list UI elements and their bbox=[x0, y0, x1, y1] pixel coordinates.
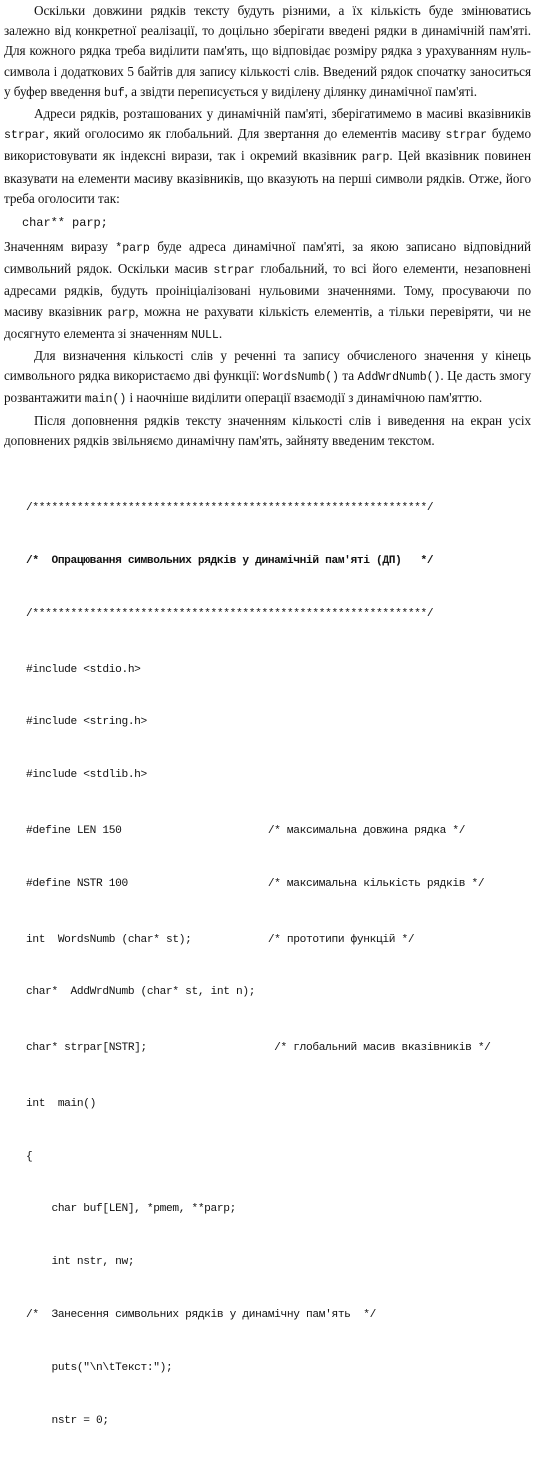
code-line-7: #define LEN 150 /* максимальна довжина рядка */ bbox=[26, 824, 466, 837]
code-line-3: /**************************************************************/ bbox=[26, 607, 434, 620]
paragraph-1 bbox=[4, 0, 531, 104]
inline-code-wordsnumb: WordsNumb() bbox=[262, 371, 339, 385]
paragraph-2-text-b: , який оголосимо як глобальний. Для звертання до елементів масиву bbox=[45, 126, 446, 142]
paragraph-3-text-b: буде адреса динамічної пам'яті, за якою записано відповідний символьний рядок. Оскільки масив bbox=[4, 239, 531, 277]
paragraph-3-text-e: . bbox=[218, 325, 223, 341]
paragraph-4-text-a: Для визначення кількості слів у реченні та запису обчисленого значення у кінець символьного рядка використаємо дві функції: bbox=[4, 348, 531, 384]
code-line-18: nstr = 0; bbox=[26, 1414, 109, 1427]
paragraph-4-text-c: . Це дасть змогу розвантажити bbox=[4, 368, 531, 406]
code-line-2-bold: /* Опрацювання символьних рядків у динамічній пам'яті (ДП) */ bbox=[26, 555, 434, 568]
inline-code-strpar-3: strpar bbox=[213, 264, 255, 278]
inline-code-buf: buf bbox=[103, 86, 125, 100]
code-line-6: #include <stdlib.h> bbox=[26, 769, 147, 782]
inline-code-null: NULL bbox=[191, 328, 219, 342]
code-line-14: char buf[LEN], *pmem, **parp; bbox=[26, 1203, 236, 1216]
code-line-1: /**************************************************************/ bbox=[26, 502, 434, 515]
paragraph-2-text-c: будемо використовувати як індексні вирази, так і окремий вказівник bbox=[4, 126, 532, 164]
prose-section bbox=[4, 0, 531, 451]
paragraph-3 bbox=[4, 237, 531, 346]
paragraph-5 bbox=[4, 411, 531, 451]
code-listing bbox=[4, 465, 531, 1465]
code-line-17: puts("\n\tТекст:"); bbox=[26, 1361, 173, 1374]
paragraph-3-text-d: , можна не рахувати кількість елементів, а тільки перевіряти, чи не досягнуто елемента зі значенням bbox=[4, 303, 531, 341]
paragraph-4 bbox=[4, 346, 531, 411]
inline-code-strpar-2: strpar bbox=[445, 129, 487, 143]
inline-code-addwrdnumb: AddWrdNumb() bbox=[357, 371, 441, 385]
code-line-13: { bbox=[26, 1150, 33, 1163]
paragraph-5-text: Після доповнення рядків тексту значенням кількості слів і виведення на екран усіх доповнених рядків звільняємо динамічну пам'ять, зайняту введеним текстом. bbox=[4, 412, 531, 448]
code-line-4: #include <stdio.h> bbox=[26, 663, 141, 676]
code-line-9: int WordsNumb (char* st); /* прототипи функцій */ bbox=[26, 933, 415, 946]
inline-code-parp-2: parp bbox=[107, 306, 136, 320]
code-line-5: #include <string.h> bbox=[26, 716, 147, 729]
inline-code-deref-parp: *parp bbox=[115, 242, 150, 256]
paragraph-3-text-a: Значенням виразу bbox=[4, 239, 116, 255]
paragraph-4-text-b: та bbox=[338, 368, 358, 384]
code-line-10: char* AddWrdNumb (char* st, int n); bbox=[26, 986, 256, 999]
paragraph-1-text: Оскільки довжини рядків тексту будуть різними, а їх кількість буде змінюватись залежно від конкретної реалізації, то доцільно зберігати введені рядки в динамічній пам'яті. Для кожного рядка треба виділити пам'ять, що відповідає розміру рядка з урахуванням нуль-символа і додаткових 5 байтів для запису кількості слів. Введений рядок спочатку заноситься у буфер введення bbox=[4, 3, 531, 99]
inline-code-strpar: strpar bbox=[4, 129, 46, 143]
code-line-16: /* Занесення символьних рядків у динамічну пам'ять */ bbox=[26, 1308, 376, 1321]
paragraph-2-text-a: Адреси рядків, розташованих у динамічній пам'яті, зберігатимемо в масиві вказівників bbox=[34, 106, 531, 122]
paragraph-4-text-d: і наочніше виділити операції взаємодії з динамічною пам'яттю. bbox=[126, 390, 483, 406]
paragraph-2-text-d: . Цей вказівник повинен вказувати на елементи масиву вказівників, що вказують на перші символи рядків. Отже, його треба оголосити так: bbox=[4, 148, 531, 206]
code-line-2 bbox=[26, 553, 531, 571]
code-line-12: int main() bbox=[26, 1097, 96, 1110]
paragraph-3-text-c: глобальний, то всі його елементи, незаповнені адресами рядків, будуть проініціалізовані нульовими значеннями. Тому, просуваючи по масиву вказівник bbox=[4, 261, 531, 319]
declaration-code: char** parp; bbox=[22, 216, 108, 231]
code-line-15: int nstr, nw; bbox=[26, 1256, 135, 1269]
paragraph-1-end: , а звідти переписується у виділену ділянку динамічної пам'яті. bbox=[124, 83, 478, 99]
code-line-11: char* strpar[NSTR]; /* глобальний масив вказівників */ bbox=[26, 1042, 491, 1055]
inline-code-main: main() bbox=[84, 393, 127, 407]
code-line-8: #define NSTR 100 /* максимальна кількість рядків */ bbox=[26, 877, 485, 890]
paragraph-2 bbox=[4, 104, 531, 209]
inline-code-parp: parp bbox=[361, 151, 390, 165]
